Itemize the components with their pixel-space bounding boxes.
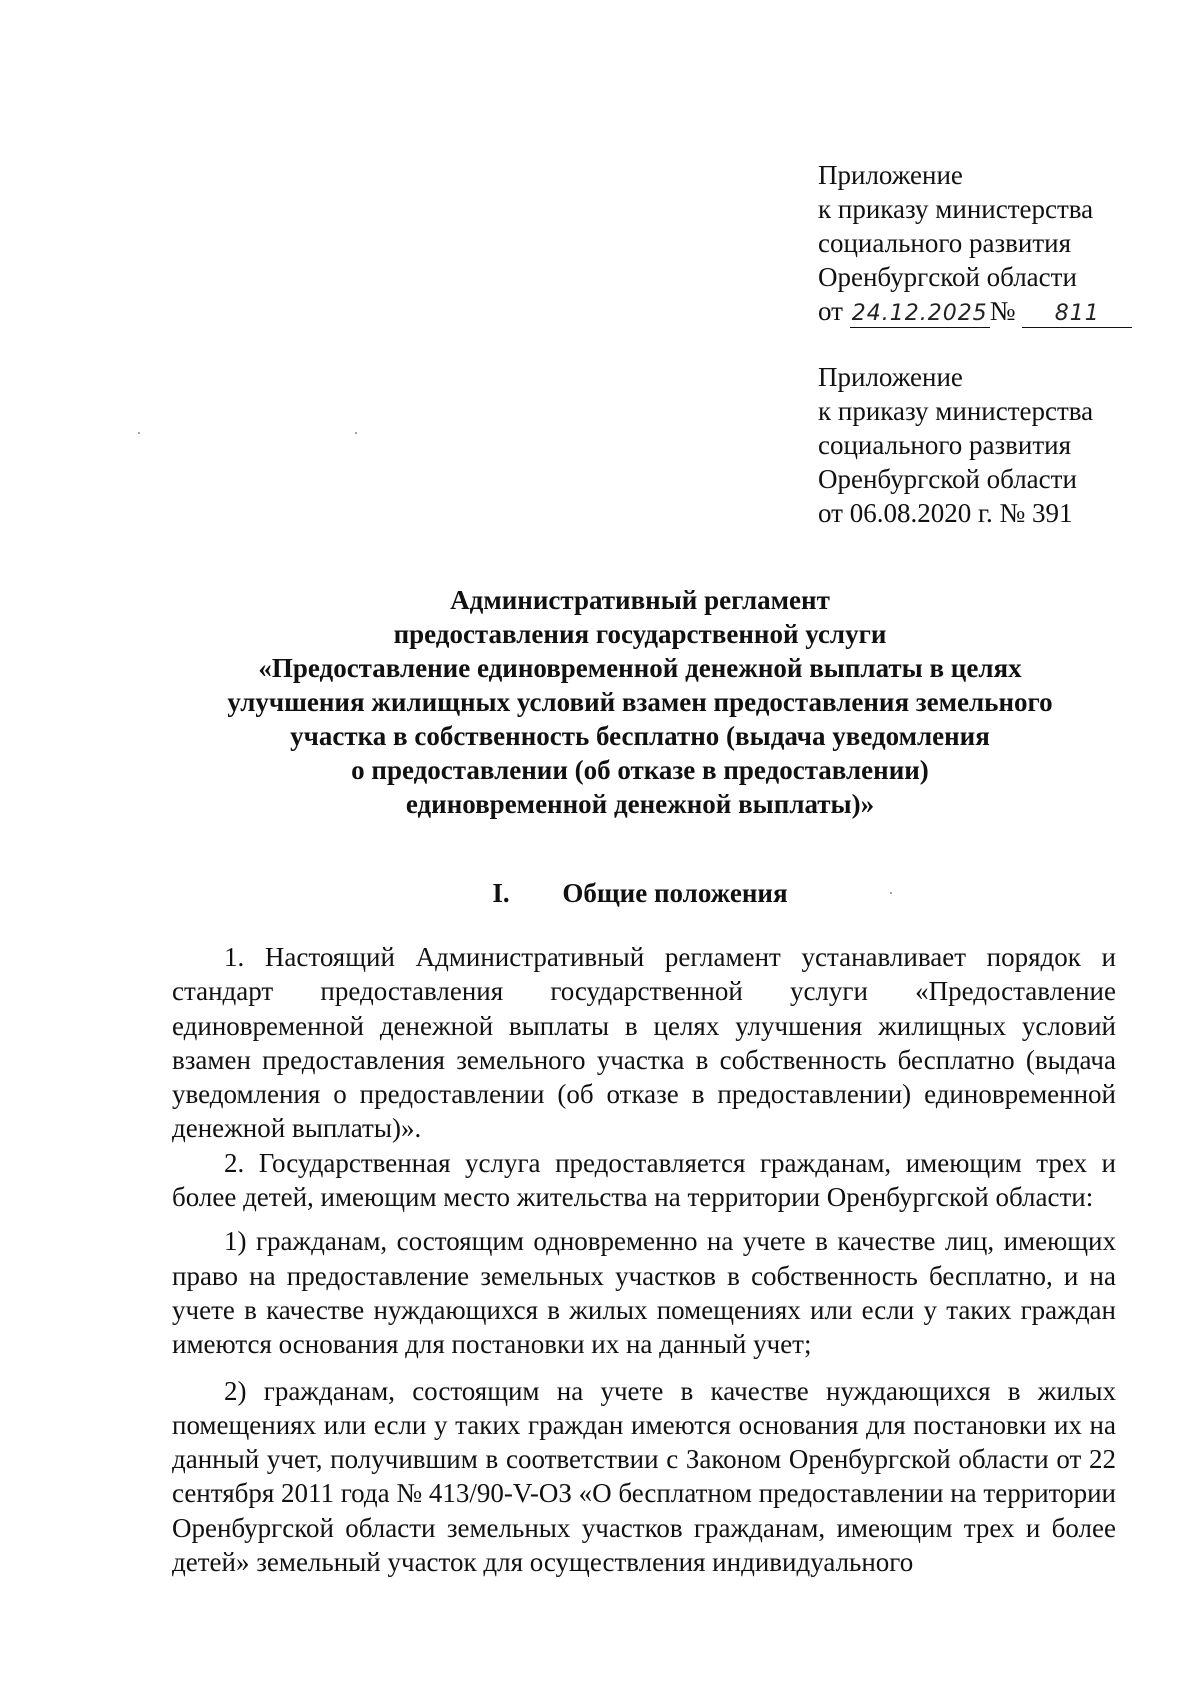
handwritten-number: 811 xyxy=(1054,301,1100,326)
title-line: единовременной денежной выплаты)» xyxy=(405,789,875,819)
appendix-title: Приложение xyxy=(818,160,963,190)
title-line: улучшения жилищных условий взамен предоставления земельного xyxy=(227,687,1053,717)
title-line: о предоставлении (об отказе в предоставлении) xyxy=(351,755,929,785)
document-body xyxy=(172,940,1116,1579)
title-line: «Предоставление единовременной денежной выплаты в целях xyxy=(258,653,1022,683)
appendix-block-current xyxy=(818,158,1138,328)
section-title: Общие положения xyxy=(562,878,788,908)
scan-speck xyxy=(355,432,357,434)
handwritten-date-field xyxy=(850,298,990,328)
title-line: предоставления государственной услуги xyxy=(393,619,887,649)
number-label: № xyxy=(989,296,1016,326)
paragraph-item-1: 1) гражданам, состоящим одновременно на учете в качестве лиц, имеющих право на предоставление земельных участков в собственность бесплатно, и на учете в качестве нуждающихся в жилых помещениях или если у таких граждан имеются основания для постановки их на данный учет; xyxy=(172,1226,1116,1360)
scan-speck xyxy=(138,432,140,434)
section-heading xyxy=(130,876,1150,910)
paragraph-2: 2. Государственная услуга предоставляется гражданам, имеющим трех и более детей, имеющим место жительства на территории Оренбургской области: xyxy=(172,1147,1116,1213)
title-line: Административный регламент xyxy=(450,585,830,615)
appendix-date-number: от 06.08.2020 г. № 391 xyxy=(818,498,1073,528)
paragraph-item-2: 2) гражданам, состоящим на учете в качестве нуждающихся в жилых помещениях или если у таких граждан имеются основания для постановки их на данный учет, получившим в соответствии с Законом Оренбургской области от 22 сентября 2011 года № 413/90-V-ОЗ «О бесплатном предоставлении на территории Оренбургской области земельных участков гражданам, имеющим трех и более детей» земельный участок для осуществления индивидуального xyxy=(172,1375,1116,1578)
appendix-region: Оренбургской области xyxy=(818,464,1077,494)
appendix-title: Приложение xyxy=(818,362,963,392)
paragraph-1: 1. Настоящий Административный регламент устанавливает порядок и стандарт предоставления государственной услуги «Предоставление единовременной денежной выплаты в целях улучшения жилищных условий взамен предоставления земельного участка в собственность бесплатно (выдача уведомления о предоставлении (об отказе в предоставлении) единовременной денежной выплаты)». xyxy=(172,942,1116,1144)
appendix-order-ref: к приказу министерства xyxy=(818,194,1094,224)
appendix-ministry: социального развития xyxy=(818,430,1072,460)
title-line: участка в собственность бесплатно (выдача уведомления xyxy=(290,721,990,751)
appendix-order-ref: к приказу министерства xyxy=(818,396,1094,426)
handwritten-date: 24.12.2025 xyxy=(851,301,988,326)
handwritten-number-field xyxy=(1022,298,1132,328)
section-number: I. xyxy=(492,878,510,908)
appendix-ministry: социального развития xyxy=(818,228,1072,258)
appendix-block-original xyxy=(818,360,1138,530)
appendix-date-number-line xyxy=(818,294,1138,328)
from-label: от xyxy=(818,296,843,326)
document-title xyxy=(130,583,1150,821)
appendix-region: Оренбургской области xyxy=(818,262,1077,292)
